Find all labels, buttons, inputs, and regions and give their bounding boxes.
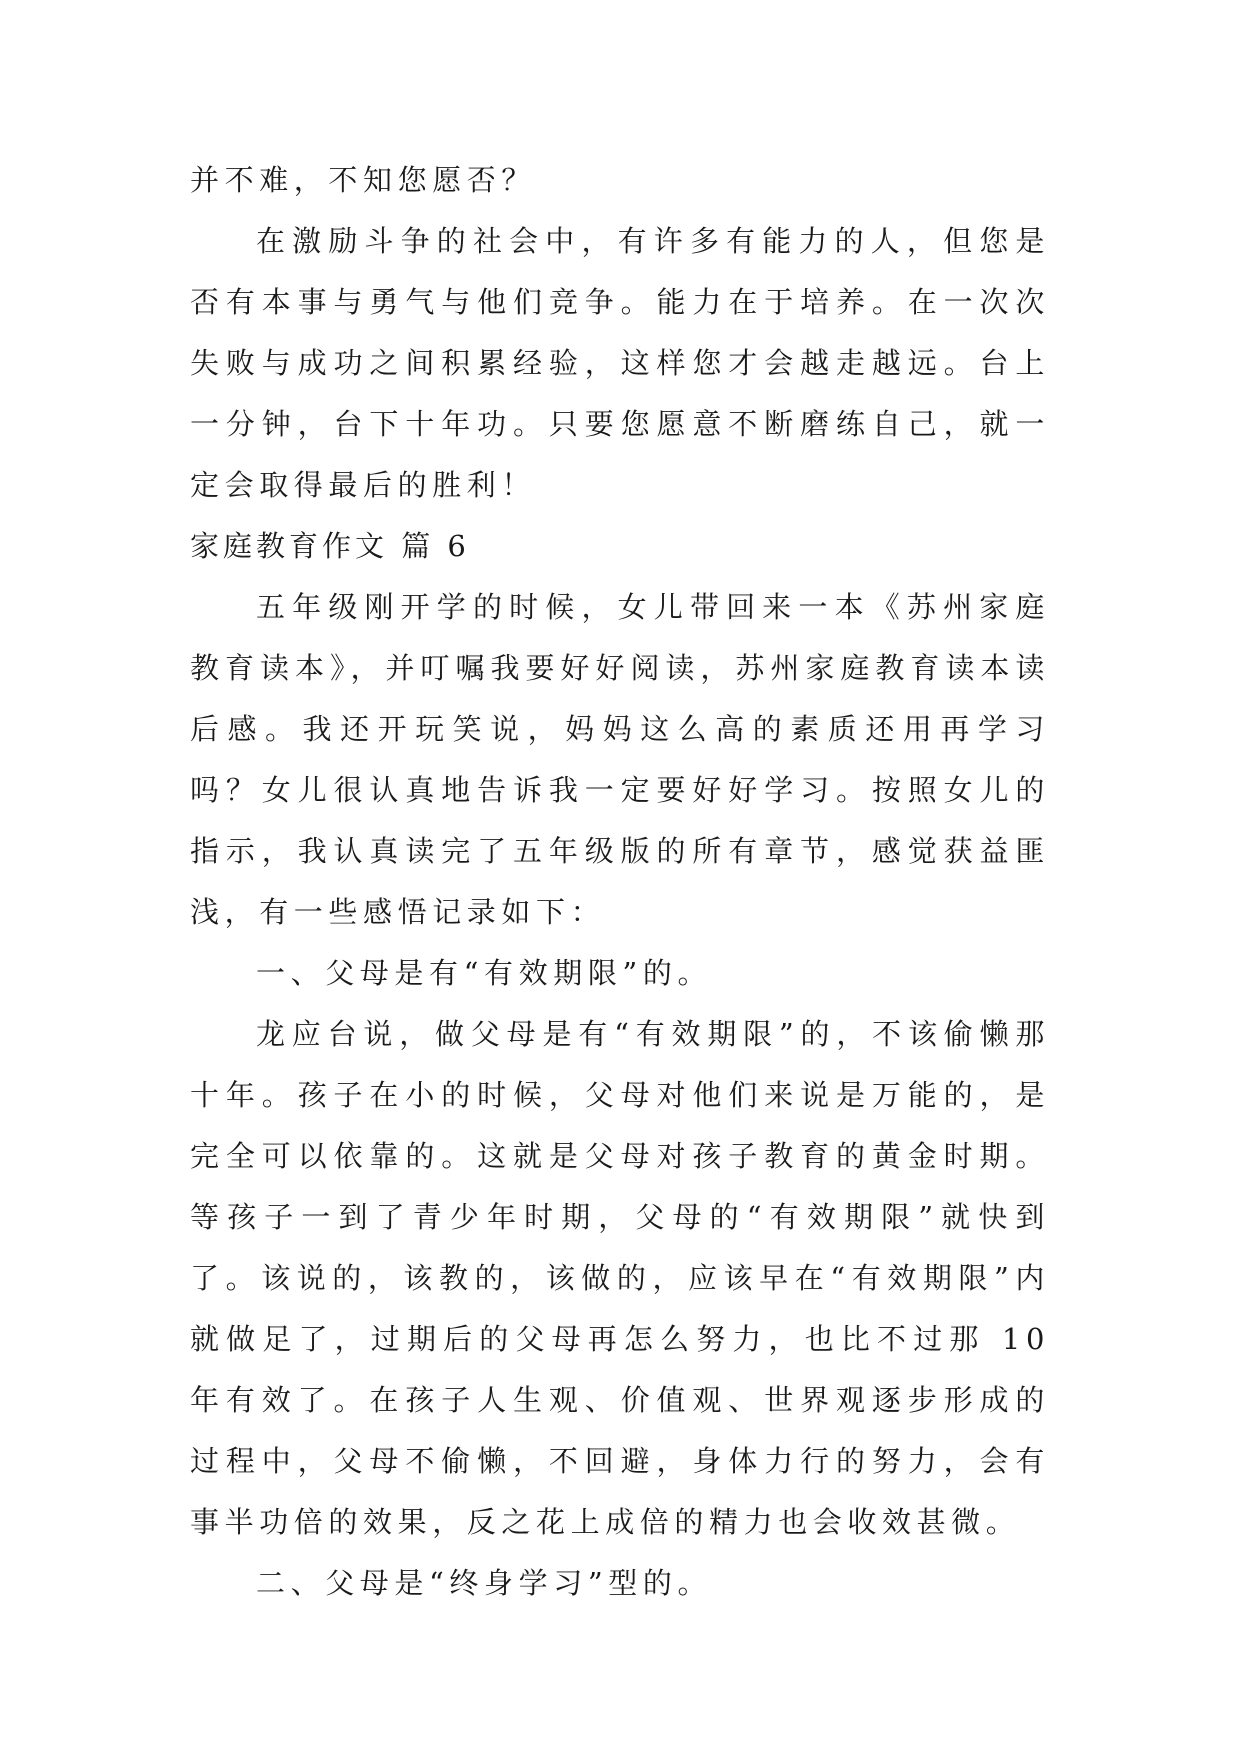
point-two-title: 二、父母是“终身学习”型的。 — [256, 1566, 713, 1600]
paragraph-ability: 在激励斗争的社会中，有许多有能力的人，但您是否有本事与勇气与他们竞争。能力在于培养。在一次次失败与成功之间积累经验，这样您才会越走越远。台上一分钟，台下十年功。只要您愿意不断磨练自己，就一定会取得最后的胜利！ — [190, 224, 1050, 502]
continued-paragraph: 并不难，不知您愿否？ — [190, 163, 537, 197]
document-page — [190, 150, 1050, 1614]
paragraph-point-one: 龙应台说，做父母是有“有效期限”的，不该偷懒那十年。孩子在小的时候，父母对他们来说是万能的，是完全可以依靠的。这就是父母对孩子教育的黄金时期。等孩子一到了青少年时期，父母的“有效期限”就快到了。该说的，该教的，该做的，应该早在“有效期限”内就做足了，过期后的父母再怎么努力，也比不过那 10 年有效了。在孩子人生观、价值观、世界观逐步形成的过程中，父母不偷懒，不回避，身体力行的努力，会有事半功倍的效果，反之花上成倍的精力也会收效甚微。 — [190, 1017, 1050, 1539]
section-heading: 家庭教育作文 篇 6 — [190, 529, 470, 563]
point-one-title: 一、父母是有“有效期限”的。 — [256, 956, 713, 990]
paragraph-intro: 五年级刚开学的时候，女儿带回来一本《苏州家庭教育读本》，并叮嘱我要好好阅读，苏州家庭教育读本读后感。我还开玩笑说，妈妈这么高的素质还用再学习吗？女儿很认真地告诉我一定要好好学习。按照女儿的指示，我认真读完了五年级版的所有章节，感觉获益匪浅，有一些感悟记录如下： — [190, 590, 1050, 929]
